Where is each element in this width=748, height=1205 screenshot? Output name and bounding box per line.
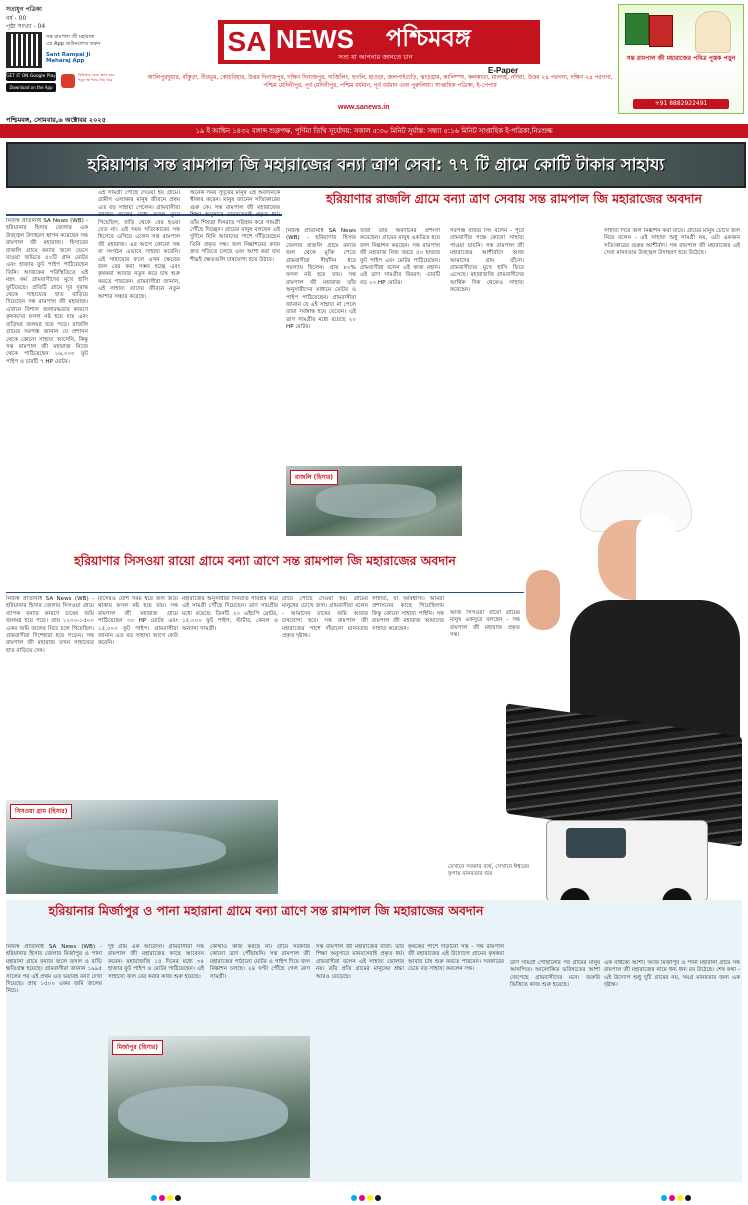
photo-caption: সিসওয়া গ্রাম (হিসার) (10, 804, 72, 819)
article-text: নিজস্ব প্রতিনিধি SA News (WB) - হরিয়ানার হিসার জেলার মির্জাপুর ও পানা মহারানা গ্রামে বন্যার জলে ফসল ও বাড়ি ক্ষতিগ্রস্ত হয়েছে। গ্রামবাসীরা জানান ১৯৯৫ সালের পর এই প্রথম এত ভয়াবহ বন্যা দেখা দিয়েছে। প্রায় ১৫০০ একর জমি জলের নিচে। (6, 944, 102, 995)
date-strip: ১৯ ই আশ্বিন ১৪৩২ বঙ্গাব্দ শুক্লপক্ষ, পূর্ণিমা তিথি সূর্যোদয়: সকাল ৫:৩০ মিনিট সূর্যাস্ত: সন্ধ্যা ৫:১৬ মিনিট সাপ্তাহিক ই-পত্রিকা,নিঃশুল্ক (0, 124, 748, 138)
districts-list: আলিপুরদুয়ার, বাঁকুড়া, বীরভূম, কোচবিহার, উত্তর দিনাজপুর, দক্ষিণ দিনাজপুর, দার্জিলিং, হুগলি, হাওড়া, জলপাইগুড়ি, ঝাড়গ্রাম, কালিম্পং, কলকাতা, মালদহ, নদিয়া, উত্তর ২৪ পরগনা, দক্ষিণ ২৪ পরগনা, পশ্চিম মেদিনীপুর, পূর্ব মেদিনীপুর, পশ্চিম বর্ধমান, পূর্ব বর্ধমান এবং পুরুলিয়া। সাপ্তাহিক পত্রিকা, ই-পেপার (147, 75, 613, 90)
article-headline: হরিয়াণার সিসওয়া রায়ো গ্রামে বন্যা ত্রাণে সন্ত রামপাল জি মহারাজের অবদান (74, 553, 456, 568)
article-text: সরপঞ্চ বজির সিং বলেন - পূর্বে গ্রামবাসীর পক্ষে কোনো সাহায্য পাওয়া যায়নি। সন্ত রামপাল জী মহারাজের আশীর্বাদে আজ আমাদের গ্রাম বাঁচল। গ্রামবাসীদের মুখে হাসি ফিরে এসেছে। মহারাজজি গ্রামবাসীদের আর্থিক দিক থেকেও সাহায্য করেছেন। (450, 228, 524, 294)
logo-region: পশ্চিমবঙ্গ (386, 24, 471, 52)
print-marks (660, 1186, 692, 1205)
page-count: পৃষ্ঠা সংখ্যা - 04 (6, 23, 46, 30)
year-number: বর্ষ - 00 (6, 15, 27, 22)
article-text: মহারাজের অনুসারীরা দিনরাত পরিশ্রম করে এই সামগ্রী পৌঁছে দিয়েছেন। ত্রাণ সামগ্রীর মধ্যে রয়েছে: তিনটি ২০ এইচপি মোটর, ১৫,০০০ ফুট পাইপ, স্টার্টার, কেবল ও অন্যান্য সামগ্রী। (182, 596, 278, 632)
article-text: সাহায্য দিয়ে জল নিষ্কাশন করা যাবে। গ্রামের মানুষ চোখে জল নিয়ে বলেন - এই সাহায্য শুধু সামগ্রী নয়, এটা একজন সত্যিকারের গুরুর আশীর্বাদ। সন্ত রামপাল জী মহারাজের এই সেবা মানবতার উজ্জ্বল উদাহরণ হয়ে উঠেছে। (604, 228, 740, 257)
raised-hand (526, 570, 560, 630)
water-area (26, 830, 226, 870)
water-area (316, 484, 436, 518)
truck-cab-window (566, 828, 626, 858)
epaper-label: E-Paper (488, 66, 519, 75)
flood-photo (286, 466, 462, 536)
article-text: কোথাও কাজ করছে না। গ্রামে সরকারি কোনো ত্রাণ পৌঁছায়নি। সন্ত রামপাল জী মহারাজের পাঠানো মোটর ও পাইপ দিয়ে জল নিষ্কাশন চলছে। ২৪ ঘণ্টা পৌঁছে গেল ত্রাণ সামগ্রী। (210, 944, 310, 980)
book-icon (625, 13, 649, 45)
logo[interactable] (218, 20, 540, 64)
website[interactable]: www.sanews.in (338, 104, 390, 111)
article-text: অনেক সময় সুদূরের মানুষ এই অবদানকে স্বীকার করেন। মানুষ জানেন সত্যিকারের গুরু কে। সন্ত রামপাল জী মহারাজের শিক্ষা অনুসারে মানবসেবাই প্রকৃত ধর্ম। তাঁর শিষ্যরা দিনরাত পরিশ্রম করে সামগ্রী পৌঁছে দিচ্ছেন। গ্রামের মানুষ বলছেন এই দুর্দিনে যিনি আমাদের পাশে দাঁড়িয়েছেন তিনি প্রকৃত সন্ত। জল নিষ্কাশনের কাজ দ্রুত গতিতে চলছে এবং আশা করা যায় শীঘ্রই ক্ষেতগুলি চাষযোগ্য হয়ে উঠবে। (190, 190, 280, 263)
print-marks (150, 1186, 182, 1205)
ad-phone[interactable]: +91 8882922491 (633, 99, 729, 109)
article-text: মাসেরও বেশি সময় ধরে জল জমে থাকায় ফসল নষ্ট হয়ে যায়। সন্ত রামপাল জী মহারাজ গ্রামে পাঠিয়েছেন ৩০ HP মোটর এবং ১৫,০০০ ফুট পাইপ। গ্রামবাসীরা জানান এত বড় সাহায্য আগে কেউ করেনি। (98, 596, 178, 647)
article-text: এই সামগ্রী পৌঁছে দেওয়া হয় গ্রামে। গ্রামীণ এলাকার মানুষ জীবনে প্রথম এত বড় সাহায্য পেলেন। গ্রামবাসীরা জানান জলের মধ্যে ফসল ডুবে গিয়েছিল, বাড়ি থেকে বের হওয়া যেত না। এই সময় সত্যিকারের সন্ত হিসেবে এগিয়ে এলেন সন্ত রামপাল জী মহারাজ। এর আগে কোনো সন্ত বা সংগঠন এভাবে সাহায্য করেনি। এই সাহায্যের ফলে এখন ক্ষেতের জল বের করা সম্ভব হচ্ছে এবং কৃষকরা আবার নতুন করে চাষ শুরু করতে পারবেন। গ্রামবাসীরা জানান, এই সাহায্য তাদের জীবনে নতুন আশার সঞ্চার করেছে। (98, 190, 180, 300)
photo-caption: মির্জাপুর (হিসার) (112, 1040, 163, 1055)
paper-type: সত্যযুগ পত্রিকা (6, 6, 42, 13)
print-marks (350, 1186, 382, 1205)
ad-text: সন্ত রামপাল জী মহারাজের পবিত্র পুস্তক পড়ুন (626, 55, 736, 62)
flood-photo (6, 800, 278, 894)
article-text: এক বার্ধক্যে আশা। আজ মির্জাপুর ও পানা মহারানা গ্রামে সন্ত রামপাল জী মহারাজের নামে ধন্য ধন্য রব উঠেছে। শেষ কথা - এই উদ্যোগ শুধু দুটি গ্রামের নয়, সমগ্র মানবতার জন্য এক দৃষ্টান্ত। (604, 960, 740, 989)
article-text: সাহায্য, যা অবিশ্বাস্য। আমরা প্রশাসনের কাছে গিয়েছিলাম কিন্তু কোনো সাহায্য পাইনি। সন্ত রামপাল জী মহারাজ আমাদের সাহায্য করেছেন। (372, 596, 444, 632)
qr-note: কিউআর কোড স্ক্যান করে পড়ুন আপনার প্রিয় খবর (78, 73, 115, 82)
banner-headline: হরিয়াণার সন্ত রামপাল জি মহারাজের বন্যা ত্রাণ সেবা: ৭৭ টি গ্রামে কোটি টাকার সাহায্য (87, 155, 665, 174)
app-icon (61, 74, 75, 88)
article-text: আজ সিসওয়া রায়ো গ্রামের মানুষ একসুরে বলছেন - সন্ত রামপাল জী মহারাজ প্রকৃত সন্ত। (450, 610, 520, 639)
book-ad[interactable] (618, 4, 744, 114)
app-line-2: এর App ডাউনলোড করুন (46, 41, 101, 47)
logo-news: NEWS (276, 24, 354, 54)
app-title: Sant Rampal Ji Maharaj App (46, 52, 91, 64)
masthead (0, 0, 748, 112)
logo-sa: SA (224, 24, 270, 60)
flood-photo (108, 1036, 310, 1178)
article-text: নিজস্ব প্রতিনিধি SA News (WB) - হরিয়াণার হিসার জেলার রাজলি গ্রামে বন্যার জল থেকে মুক্তি পেতে গ্রামবাসীরা দীর্ঘদিন ধরে সমস্যায় ছিলেন। প্রায় ৮০% ফসল নষ্ট হয়ে যায়। সন্ত রামপাল জী মহারাজ তাঁর অনুসারীদের মাধ্যমে মোটর ও পাইপ পাঠিয়েছেন। গ্রামবাসীরা জানান যে এই সাহায্য না পেলে তারা সর্বস্বান্ত হয়ে যেতেন। এই ত্রাণ সামগ্রীর মধ্যে রয়েছে ২০ HP মোটর। (286, 228, 356, 331)
divider (6, 592, 524, 593)
article-headline: হরিয়াণার রাজলি গ্রামে বন্যা ত্রাণ সেবায় সন্ত রামপাল জি মহারাজের অবদান (326, 191, 702, 206)
qr-code[interactable] (6, 32, 42, 68)
article-headline: হরিয়ানার মির্জাপুর ও পানা মহারানা গ্রামে বন্যা ত্রাণে সন্ত রামপাল জি মহারাজের অবদান (48, 903, 484, 918)
banner (6, 142, 746, 188)
avatar (695, 11, 731, 53)
water-area (118, 1086, 288, 1142)
article-text: নিজস্ব প্রতিনিধি SA News (WB) - হরিয়ানার হিসার জেলার সিসওয়া গ্রামে ব্যাপক বন্যার কারণে চাষের জমি জলমগ্ন হয়ে পড়ে। প্রায় ১২০০-১৫০০ একর জমি জলের নিচে চলে গিয়েছিল। গ্রামবাসীরা দিশেহারা হয়ে পড়েন। সন্ত রামপাল জী মহারাজ তখন সাহায্যের হাত বাড়িয়ে দেন। (6, 596, 94, 654)
photo-caption: রাজলি (হিসার) (290, 470, 338, 485)
app-promo (6, 32, 115, 99)
article-text: কৃষকের পাশে দাঁড়ানো সন্ত - সন্ত রামপাল জী মহারাজের এই উদ্যোগে গ্রামের কৃষকরা আবার চাষ শুরু করতে পারবেন। সরকারের চেয়ে বড় সাহায্য করলেন সন্ত। (408, 944, 504, 973)
article-text: ত্রাণ সামগ্রী পৌঁছানোর পর গ্রামের মানুষ আনন্দিত। আলোকিত ভবিষ্যতের আশা জেগেছে গ্রামবাসীদের মনে। জরুরি ভিত্তিতে কাজ শুরু হয়েছে। (510, 960, 600, 989)
app-line-1: সন্ত রামপাল জী মহারাজ (46, 34, 95, 40)
dateline: পশ্চিমবঙ্গ, সোমবার,৬ অক্টোবর ২০২৫ (6, 116, 106, 124)
article-text: সন্ত রামপাল জী মহারাজের বার্তা: তাঁর শিক্ষা অনুসারে মানবসেবাই প্রকৃত ধর্ম। গ্রামবাসীরা বলেন এই সাহায্য ভোলার নয়। তাঁর প্রতি গ্রামের মানুষের শ্রদ্ধা আরও বেড়েছে। (316, 944, 404, 980)
article-text: নিজস্ব প্রতিনিধি SA News (WB) - হরিয়ানার হিসার জেলার এক উজ্জ্বল উদাহরণ স্থাপন করেছেন সন্ত রামপাল জী মহারাজ। হিসারের রাজলি গ্রামে বন্যার জলে ভেসে যাওয়া জমিতে ৫০টি গ্রাম মোটর এবং হাজার ফুট পাইপ পাঠিয়েছেন তিনি। আজকের পরিস্থিতিতে এই মহৎ কর্ম গ্রামবাসীদের মুখে হাসি ফুটিয়েছে। প্রতিটি গ্রামে দূর দূরান্ত থেকে সাহায্যের হাত বাড়িয়ে দিয়েছেন সন্ত রামপাল জী মহারাজ। এখানে বিশাল জলাবদ্ধতার কারণে কৃষকদের ফসল নষ্ট হয়ে যায় এবং বাড়িঘর জলমগ্ন হয়ে পড়ে। রাজলি গ্রামের সরপঞ্চ জানান যে প্রশাসন থেকে কোনো সাহায্য আসেনি, কিন্তু সন্ত রামপাল জী মহারাজ নিজে থেকে পাঠিয়েছেন ১৬,০০০ ফুট পাইপ ও চারটি ৭ HP মোটর। (6, 218, 88, 365)
quote: যেখানে সরকার ব্যর্থ, সেখানে ঈশ্বরের কৃপায় মানবতার জয় (448, 864, 530, 878)
article-text: গ্রামে পৌঁছে দেওয়া হয়। গ্রামের মানুষের চোখে জল। গ্রামবাসীরা বলেন - আমাদের চাষের জমি আবার চাষযোগ্য হবে। সন্ত রামপাল জী মহারাজের পাশে দাঁড়ানো মানবতার প্রকৃত দৃষ্টান্ত। (282, 596, 368, 640)
tagline: সত্য যা আপনার জানতে চান (338, 53, 413, 61)
book-icon (649, 15, 673, 47)
app-store-badge[interactable]: Download on the App Store (6, 83, 56, 92)
article-text: দুই গ্রাম এক আবেদন। গ্রামবাসীরা সন্ত রামপাল জী মহারাজের কাছে আবেদন করেন। মহারাজজি ১৫ দিনের মধ্যে ৩৫ হাজার ফুট পাইপ ও মোটর পাঠিয়েছেন। এই সাহায্যে জল বের করার কাজ শুরু হয়েছে। (108, 944, 204, 980)
google-play-badge[interactable]: GET IT ON Google Play (6, 74, 56, 79)
article-text: তারা তাঁর অবদানের প্রশংসা করেছেন। গ্রামের মানুষ একত্রিত হয়ে জল নিষ্কাশন করছেন। সন্ত রামপাল জী মহারাজ নিজ খরচে ৫০ হাজার ফুট পাইপ এবং মোটর পাঠিয়েছেন। গ্রামবাসীরা বলেন এই কাজ মহান। এই ত্রাণ সামগ্রীর বিবরণ: -চারটি বড় ২০ HP মোটর। (360, 228, 440, 286)
